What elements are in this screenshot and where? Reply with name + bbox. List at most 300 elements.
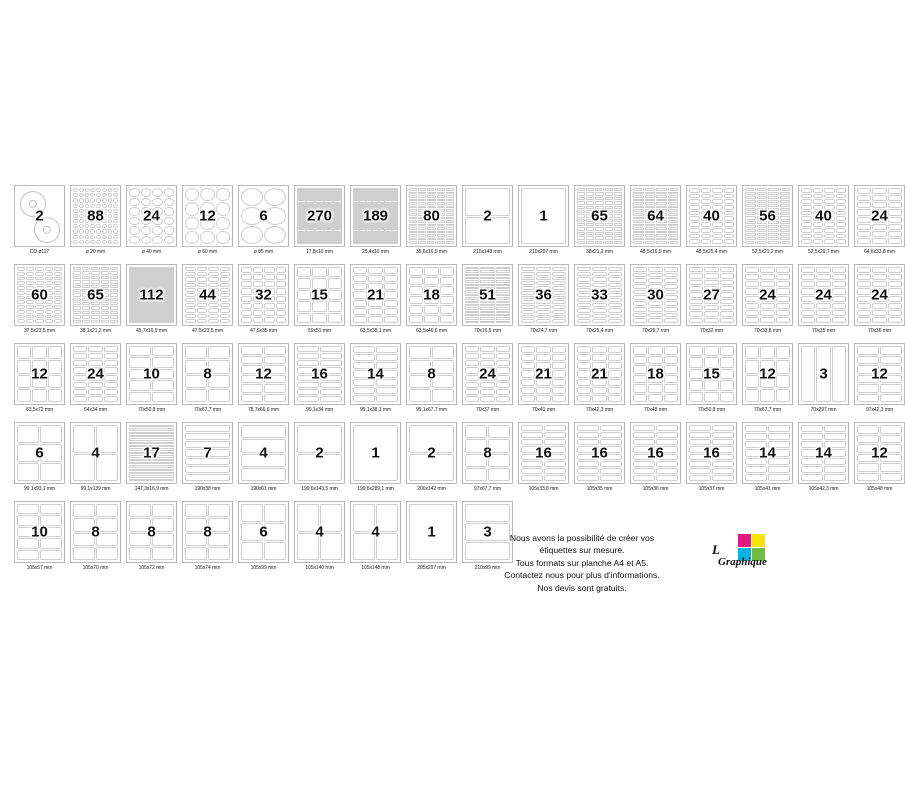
label-cell xyxy=(608,346,622,353)
label-cell xyxy=(185,474,230,481)
label-cell xyxy=(73,276,81,279)
label-sheet-preview[interactable] xyxy=(686,264,737,326)
label-cell xyxy=(745,433,767,440)
format-cell[interactable] xyxy=(406,501,457,571)
label-sheet-preview[interactable] xyxy=(294,422,345,484)
label-dimensions: 199,6x143,5 mm xyxy=(301,486,338,492)
label-cell xyxy=(496,277,510,279)
label-sheet-preview[interactable] xyxy=(742,185,793,247)
label-sheet-preview[interactable] xyxy=(686,343,737,405)
label-cell xyxy=(152,547,174,560)
label-cell xyxy=(73,198,78,202)
label-cell xyxy=(104,353,118,359)
label-cell xyxy=(880,473,902,482)
label-cell xyxy=(312,313,326,323)
label-sheet-preview[interactable] xyxy=(238,343,289,405)
label-sheet-preview[interactable] xyxy=(182,422,233,484)
label-dimensions: 105x33,8 mm xyxy=(528,486,559,492)
format-cell[interactable] xyxy=(518,343,569,413)
label-cell xyxy=(633,192,644,195)
format-cell[interactable] xyxy=(518,422,569,492)
format-cell[interactable] xyxy=(294,185,345,255)
label-sheet-preview[interactable] xyxy=(854,264,905,326)
label-cell xyxy=(689,392,703,402)
label-cell xyxy=(496,346,510,352)
label-cell xyxy=(701,188,712,193)
label-cell xyxy=(720,280,734,285)
label-cell xyxy=(888,195,902,201)
format-cell[interactable] xyxy=(238,422,289,492)
format-cell[interactable] xyxy=(574,185,625,255)
label-count: 30 xyxy=(647,286,664,304)
label-sheet-preview[interactable] xyxy=(742,343,793,405)
label-cell xyxy=(96,504,118,517)
label-cell xyxy=(857,317,871,323)
label-sheet-preview[interactable] xyxy=(574,185,625,247)
format-cell[interactable] xyxy=(574,264,625,334)
label-dimensions: 105x99 mm xyxy=(250,565,277,571)
label-cell xyxy=(689,267,703,272)
label-sheet-preview[interactable] xyxy=(406,422,457,484)
label-cell xyxy=(689,234,700,239)
label-sheet-preview[interactable] xyxy=(518,422,569,484)
label-sheet-preview[interactable] xyxy=(630,264,681,326)
label-cell xyxy=(17,305,25,309)
label-cell xyxy=(35,267,43,271)
label-sheet-preview[interactable] xyxy=(462,185,513,247)
label-count: 10 xyxy=(31,523,48,541)
label-cell xyxy=(253,267,264,273)
label-cell xyxy=(608,314,622,318)
label-sheet-preview[interactable] xyxy=(798,343,849,405)
label-cell xyxy=(552,395,566,402)
label-sheet-preview[interactable] xyxy=(14,422,65,484)
label-cell xyxy=(645,231,656,234)
label-cell xyxy=(724,239,735,244)
label-dimensions: 64x34 mm xyxy=(84,407,107,413)
label-cell xyxy=(664,267,678,272)
label-cell xyxy=(88,396,102,402)
label-cell xyxy=(614,227,622,230)
label-dimensions: 105x35 mm xyxy=(586,486,613,492)
format-cell[interactable] xyxy=(574,422,625,492)
format-cell[interactable] xyxy=(14,185,65,255)
label-cell xyxy=(26,277,34,281)
label-cell xyxy=(592,319,606,323)
label-sheet-preview[interactable] xyxy=(14,264,65,326)
label-cell xyxy=(306,242,315,244)
label-count: 14 xyxy=(367,365,384,383)
label-cell xyxy=(592,314,606,318)
label-sheet-preview[interactable] xyxy=(798,185,849,247)
label-sheet-preview[interactable] xyxy=(350,264,401,326)
label-sheet-preview[interactable] xyxy=(238,422,289,484)
label-cell xyxy=(129,465,174,467)
label-cell xyxy=(760,310,774,316)
format-cell[interactable] xyxy=(350,343,401,413)
label-cell xyxy=(633,394,647,403)
format-cell[interactable] xyxy=(406,343,457,413)
label-cell xyxy=(689,305,703,310)
label-cell xyxy=(91,311,99,314)
label-cell xyxy=(712,432,734,438)
label-cell xyxy=(409,305,423,314)
label-sheet-preview[interactable] xyxy=(798,264,849,326)
label-sheet-preview[interactable] xyxy=(294,264,345,326)
label-dimensions: 70x67,7 mm xyxy=(753,407,782,413)
format-cell[interactable] xyxy=(126,343,177,413)
label-cell xyxy=(648,273,662,278)
label-sheet-preview[interactable] xyxy=(350,501,401,563)
format-cell[interactable] xyxy=(686,185,737,255)
label-cell xyxy=(496,274,510,276)
label-count: 2 xyxy=(483,207,492,225)
format-cell[interactable] xyxy=(238,501,289,571)
format-cell[interactable] xyxy=(798,343,849,413)
format-cell[interactable] xyxy=(518,264,569,334)
label-cell xyxy=(600,475,622,481)
label-sheet-preview[interactable] xyxy=(294,501,345,563)
label-sheet-preview[interactable] xyxy=(70,343,121,405)
format-cell[interactable] xyxy=(182,343,233,413)
label-cell xyxy=(91,271,99,274)
label-cell xyxy=(465,346,479,352)
label-cell xyxy=(79,240,84,244)
format-cell[interactable] xyxy=(238,185,289,255)
format-cell[interactable] xyxy=(742,343,793,413)
label-sheet-preview[interactable] xyxy=(630,422,681,484)
label-dimensions: 70x42,3 mm xyxy=(585,407,614,413)
label-sheet-preview[interactable] xyxy=(14,501,65,563)
label-cell xyxy=(780,237,791,240)
label-sheet-preview[interactable] xyxy=(182,185,233,247)
label-sheet-preview[interactable] xyxy=(14,185,65,247)
label-sheet-preview[interactable] xyxy=(294,343,345,405)
label-sheet-preview[interactable] xyxy=(518,343,569,405)
label-sheet-preview[interactable] xyxy=(462,264,513,326)
label-cell xyxy=(185,504,207,517)
label-cell xyxy=(832,303,846,309)
format-cell[interactable] xyxy=(462,185,513,255)
label-cell xyxy=(745,425,767,432)
label-cell xyxy=(129,236,140,245)
label-cell xyxy=(85,235,90,239)
label-cell xyxy=(17,272,25,276)
label-count: 4 xyxy=(91,444,100,462)
label-sheet-preview[interactable] xyxy=(406,185,457,247)
label-cell xyxy=(608,308,622,312)
format-cell[interactable] xyxy=(182,185,233,255)
format-cell[interactable] xyxy=(686,264,737,334)
format-cell[interactable] xyxy=(462,264,513,334)
label-cell xyxy=(376,354,398,361)
format-cell[interactable] xyxy=(742,422,793,492)
label-cell xyxy=(480,314,494,316)
format-cell[interactable] xyxy=(854,422,905,492)
label-cell xyxy=(645,192,656,195)
label-cell xyxy=(297,242,306,244)
label-cell xyxy=(648,346,662,355)
label-sheet-preview[interactable] xyxy=(686,185,737,247)
label-cell xyxy=(446,192,454,195)
format-cell[interactable] xyxy=(14,501,65,571)
label-cell xyxy=(595,192,603,195)
format-cell[interactable] xyxy=(294,422,345,492)
label-cell xyxy=(521,395,535,402)
label-sheet-preview[interactable] xyxy=(238,501,289,563)
label-sheet-preview[interactable] xyxy=(182,501,233,563)
label-cell xyxy=(577,188,585,191)
format-cell[interactable] xyxy=(518,185,569,255)
label-sheet-preview[interactable] xyxy=(70,422,121,484)
format-cell[interactable] xyxy=(182,501,233,571)
label-sheet-preview[interactable] xyxy=(126,185,177,247)
label-sheet-preview[interactable] xyxy=(462,501,513,563)
format-cell[interactable] xyxy=(462,343,513,413)
label-cell xyxy=(17,346,31,359)
label-cell xyxy=(608,277,622,281)
label-cell xyxy=(577,346,591,353)
format-cell[interactable] xyxy=(406,264,457,334)
label-sheet-preview[interactable] xyxy=(182,264,233,326)
format-cell[interactable] xyxy=(798,422,849,492)
label-cell xyxy=(392,242,398,244)
label-cell xyxy=(633,313,647,318)
label-cell xyxy=(264,356,286,365)
label-sheet-preview[interactable] xyxy=(182,343,233,405)
format-cell[interactable] xyxy=(70,422,121,492)
label-cell xyxy=(409,346,431,359)
label-cell xyxy=(368,316,382,323)
label-sheet-preview[interactable] xyxy=(518,264,569,326)
label-sheet-preview[interactable] xyxy=(70,185,121,247)
label-cell xyxy=(668,231,679,234)
format-cell[interactable] xyxy=(70,264,121,334)
label-cell xyxy=(208,389,230,402)
label-cell xyxy=(185,319,196,323)
label-cell xyxy=(88,346,102,352)
label-cell xyxy=(264,274,275,280)
label-cell xyxy=(437,231,445,234)
label-sheet-preview[interactable] xyxy=(126,422,177,484)
label-sheet-preview[interactable] xyxy=(574,264,625,326)
format-cell[interactable] xyxy=(854,185,905,255)
label-cell xyxy=(164,226,175,235)
label-dimensions: 47,5x23,5 mm xyxy=(191,328,224,334)
label-cell xyxy=(353,308,367,315)
label-cell xyxy=(129,438,174,440)
label-cell xyxy=(552,281,566,285)
label-cell xyxy=(768,425,790,432)
label-cell xyxy=(185,346,207,359)
label-cell xyxy=(757,233,768,236)
label-cell xyxy=(614,236,622,239)
label-sheet-preview[interactable] xyxy=(798,422,849,484)
format-cell[interactable] xyxy=(630,343,681,413)
format-cell[interactable] xyxy=(14,422,65,492)
label-cell xyxy=(418,227,426,230)
label-cell xyxy=(465,468,487,481)
label-cell xyxy=(208,547,230,560)
format-cell[interactable] xyxy=(854,343,905,413)
label-cell xyxy=(595,197,603,200)
format-cell[interactable] xyxy=(294,264,345,334)
label-sheet-preview[interactable] xyxy=(294,185,345,247)
label-cell xyxy=(152,504,174,517)
label-cell xyxy=(141,188,152,197)
label-cell xyxy=(297,389,319,395)
format-cell[interactable] xyxy=(630,422,681,492)
label-dimensions: 105x70 mm xyxy=(82,565,109,571)
label-sheet-preview[interactable] xyxy=(126,501,177,563)
label-cell xyxy=(801,199,812,204)
label-cell xyxy=(480,382,494,388)
format-cell[interactable] xyxy=(686,343,737,413)
label-cell xyxy=(813,194,824,199)
label-sheet-preview[interactable] xyxy=(518,185,569,247)
label-cell xyxy=(102,198,107,202)
format-cell[interactable] xyxy=(350,501,401,571)
label-cell xyxy=(465,267,479,269)
label-dimensions: 17,8x10 mm xyxy=(305,249,334,255)
label-sheet-preview[interactable] xyxy=(630,343,681,405)
format-cell[interactable] xyxy=(294,501,345,571)
label-dimensions: 210x297 mm xyxy=(529,249,558,255)
label-cell xyxy=(129,226,140,235)
format-cell[interactable] xyxy=(14,264,65,334)
label-sheet-preview[interactable] xyxy=(630,185,681,247)
label-sheet-preview[interactable] xyxy=(126,264,177,326)
label-sheet-preview[interactable] xyxy=(350,422,401,484)
format-cell[interactable] xyxy=(574,343,625,413)
label-cell xyxy=(101,280,109,283)
format-cell[interactable] xyxy=(182,264,233,334)
format-cell[interactable] xyxy=(742,264,793,334)
label-sheet-preview[interactable] xyxy=(406,264,457,326)
label-cell xyxy=(592,267,606,271)
label-sheet-preview[interactable] xyxy=(462,343,513,405)
label-cell xyxy=(689,461,711,467)
label-sheet-preview[interactable] xyxy=(574,422,625,484)
format-cell[interactable] xyxy=(350,264,401,334)
label-cell xyxy=(45,310,53,314)
format-cell[interactable] xyxy=(126,185,177,255)
label-sheet-preview[interactable] xyxy=(406,501,457,563)
label-cell xyxy=(409,389,431,402)
label-sheet-preview[interactable] xyxy=(742,422,793,484)
label-dimensions: 70x48 mm xyxy=(644,407,667,413)
label-cell xyxy=(614,192,622,195)
label-cell xyxy=(824,466,846,473)
label-cell xyxy=(82,315,90,318)
label-sheet-preview[interactable] xyxy=(406,343,457,405)
format-cell[interactable] xyxy=(70,343,121,413)
format-cell[interactable] xyxy=(294,343,345,413)
label-sheet-preview[interactable] xyxy=(574,343,625,405)
format-cell[interactable] xyxy=(406,185,457,255)
label-cell xyxy=(427,202,435,205)
label-sheet-preview[interactable] xyxy=(350,185,401,247)
label-cell xyxy=(496,311,510,313)
label-count: 16 xyxy=(535,444,552,462)
label-sheet-preview[interactable] xyxy=(742,264,793,326)
label-sheet-preview[interactable] xyxy=(14,343,65,405)
label-cell xyxy=(668,195,679,198)
format-cell[interactable] xyxy=(798,185,849,255)
format-cell[interactable] xyxy=(630,185,681,255)
label-count: 3 xyxy=(483,523,492,541)
label-sheet-preview[interactable] xyxy=(238,264,289,326)
label-dimensions: 70x24,7 mm xyxy=(529,328,558,334)
label-sheet-preview[interactable] xyxy=(238,185,289,247)
format-cell[interactable] xyxy=(686,422,737,492)
label-dimensions: 210x99 mm xyxy=(474,565,501,571)
label-dimensions: 38x21,2 mm xyxy=(585,249,614,255)
format-cell[interactable] xyxy=(182,422,233,492)
label-cell xyxy=(96,235,101,239)
format-cell[interactable] xyxy=(14,343,65,413)
label-cell xyxy=(108,235,113,239)
label-count: 2 xyxy=(427,444,436,462)
label-cell xyxy=(88,353,102,359)
label-cell xyxy=(368,308,382,315)
label-sheet-preview[interactable] xyxy=(686,422,737,484)
format-cell[interactable] xyxy=(70,501,121,571)
label-sheet-preview[interactable] xyxy=(350,343,401,405)
label-sheet-preview[interactable] xyxy=(462,422,513,484)
label-sheet-preview[interactable] xyxy=(854,422,905,484)
label-cell xyxy=(521,281,535,285)
format-cell[interactable] xyxy=(406,422,457,492)
label-cell xyxy=(595,236,603,239)
label-cell xyxy=(465,280,479,282)
label-cell xyxy=(17,550,39,560)
format-cell[interactable] xyxy=(742,185,793,255)
format-cell[interactable] xyxy=(350,185,401,255)
format-cell[interactable] xyxy=(798,264,849,334)
label-sheet-preview[interactable] xyxy=(70,501,121,563)
format-cell[interactable] xyxy=(126,422,177,492)
format-cell[interactable] xyxy=(126,264,177,334)
format-cell[interactable] xyxy=(350,422,401,492)
label-cell xyxy=(521,310,535,314)
label-count: 16 xyxy=(591,444,608,462)
label-sheet-preview[interactable] xyxy=(70,264,121,326)
format-cell[interactable] xyxy=(630,264,681,334)
label-cell xyxy=(108,188,113,192)
label-sheet-preview[interactable] xyxy=(126,343,177,405)
format-cell[interactable] xyxy=(126,501,177,571)
format-cell[interactable] xyxy=(854,264,905,334)
label-cell xyxy=(108,224,113,228)
format-cell[interactable] xyxy=(238,343,289,413)
label-dimensions: ø 85 mm xyxy=(253,249,274,255)
label-sheet-preview[interactable] xyxy=(854,343,905,405)
label-dimensions: 97x67,7 mm xyxy=(473,486,502,492)
label-cell xyxy=(54,277,62,281)
label-cell xyxy=(35,315,43,319)
label-cell xyxy=(45,281,53,285)
format-cell[interactable] xyxy=(70,185,121,255)
label-cell xyxy=(208,319,219,323)
format-cell[interactable] xyxy=(238,264,289,334)
label-sheet-preview[interactable] xyxy=(854,185,905,247)
label-cell xyxy=(427,188,435,191)
label-cell xyxy=(73,504,95,517)
label-cell xyxy=(437,227,445,230)
label-cell xyxy=(552,310,566,314)
format-cell[interactable] xyxy=(462,422,513,492)
